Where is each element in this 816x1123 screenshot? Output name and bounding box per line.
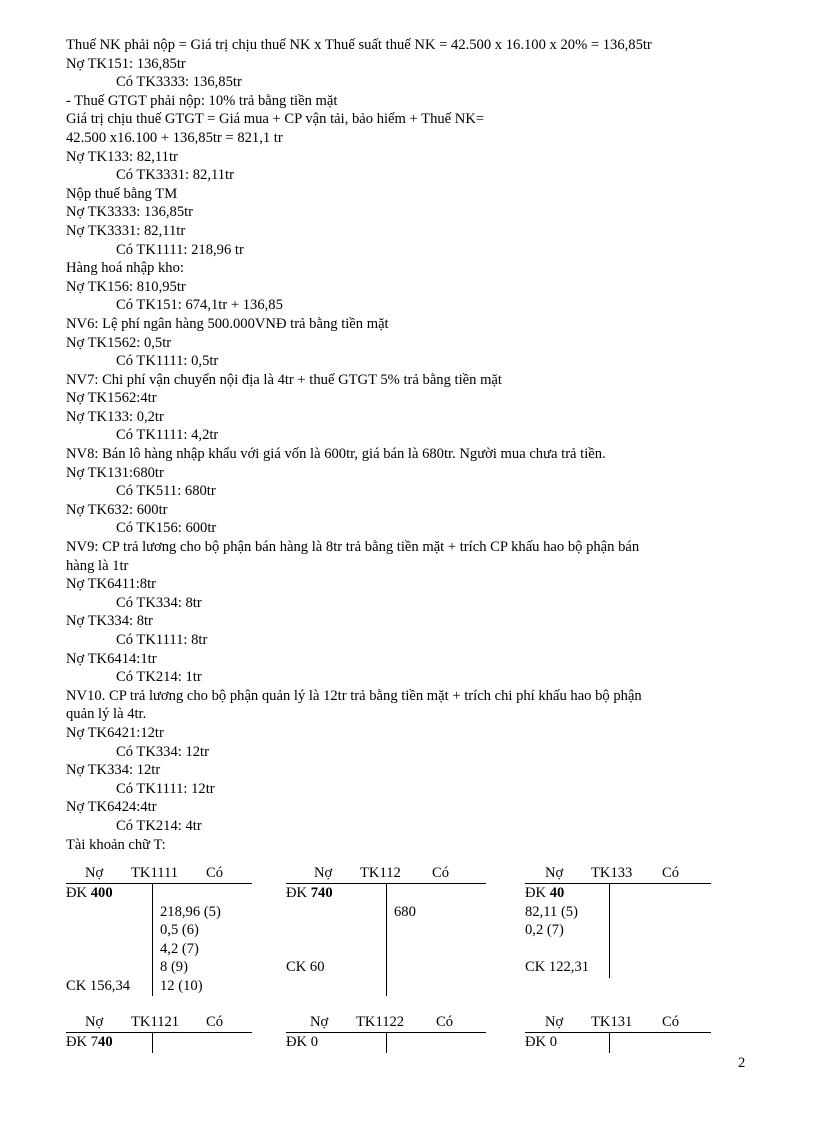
text-line: Nợ TK6411:8tr bbox=[66, 576, 157, 593]
account-name: TK1122 bbox=[356, 1014, 405, 1030]
journal-credit-line: Có TK214: 1tr bbox=[116, 669, 202, 686]
text-line: Nợ TK334: 12tr bbox=[66, 762, 161, 779]
text-line: Nợ TK1562: 0,5tr bbox=[66, 334, 172, 351]
text-line: Nợ TK3331: 82,11tr bbox=[66, 222, 186, 239]
t-divider bbox=[386, 1033, 387, 1053]
credit-entry: 0,5 (6) bbox=[160, 922, 199, 939]
text-line: Nợ TK131:680tr bbox=[66, 464, 164, 481]
journal-credit-line: Có TK3333: 136,85tr bbox=[116, 74, 242, 91]
credit-label: Có bbox=[662, 865, 680, 881]
text-line: Thuế NK phải nộp = Giá trị chịu thuế NK x Thuế suất thuế NK = 42.500 x 16.100 x 20% = 136,85tr bbox=[66, 37, 652, 53]
account-name: TK112 bbox=[360, 865, 401, 881]
credit-entry: 12 (10) bbox=[160, 978, 203, 994]
text-line: Giá trị chịu thuế GTGT = Giá mua + CP vận tải, bảo hiểm + Thuế NK= bbox=[66, 111, 485, 128]
text-line: Nợ TK6414:1tr bbox=[66, 650, 157, 667]
text-line: - Thuế GTGT phải nộp: 10% trả bằng tiền mặt bbox=[66, 92, 338, 109]
opening-balance: ĐK 0 bbox=[286, 1034, 319, 1050]
t-divider bbox=[609, 1033, 610, 1053]
account-name: TK1121 bbox=[131, 1014, 180, 1030]
text-line: NV7: Chi phí vận chuyển nội địa là 4tr + thuế GTGT 5% trả bằng tiền mặt bbox=[66, 371, 502, 388]
journal-credit-line: Có TK1111: 0,5tr bbox=[116, 353, 219, 370]
text-line: Nợ TK133: 82,11tr bbox=[66, 148, 178, 165]
credit-entry: 218,96 (5) bbox=[160, 903, 221, 920]
text-line: Nợ TK632: 600tr bbox=[66, 501, 168, 518]
page-number: 2 bbox=[738, 1055, 746, 1071]
debit-entry: 0,2 (7) bbox=[525, 922, 564, 939]
journal-credit-line: Có TK151: 674,1tr + 136,85 bbox=[116, 297, 283, 314]
opening-balance: ĐK 40 bbox=[525, 885, 565, 901]
text-line: hàng là 1tr bbox=[66, 557, 129, 574]
account-name: TK133 bbox=[591, 865, 633, 881]
debit-label: Nợ bbox=[310, 1014, 329, 1030]
text-line: Nợ TK3333: 136,85tr bbox=[66, 204, 194, 221]
journal-credit-line: Có TK334: 12tr bbox=[116, 743, 209, 760]
t-divider bbox=[386, 884, 387, 996]
t-account-tk133 bbox=[525, 865, 711, 978]
debit-label: Nợ bbox=[545, 1014, 564, 1030]
text-line: NV10. CP trả lương cho bộ phận quản lý là 12tr trả bằng tiền mặt + trích chi phí khấu hao bộ phận bbox=[66, 687, 642, 704]
text-line: Nợ TK133: 0,2tr bbox=[66, 408, 164, 425]
account-name: TK131 bbox=[591, 1014, 633, 1030]
text-line: NV8: Bán lô hàng nhập khẩu với giá vốn là 600tr, giá bán là 680tr. Người mua chưa trả tiền. bbox=[66, 446, 606, 463]
debit-label: Nợ bbox=[85, 865, 104, 881]
closing-balance: CK 122,31 bbox=[525, 959, 590, 976]
debit-label: Nợ bbox=[85, 1014, 104, 1030]
text-line: Nợ TK6421:12tr bbox=[66, 724, 164, 741]
credit-label: Có bbox=[432, 865, 450, 881]
opening-balance: ĐK 740 bbox=[286, 885, 333, 901]
text-line: Nợ TK1562:4tr bbox=[66, 390, 157, 407]
debit-label: Nợ bbox=[545, 865, 564, 881]
text-line: Nợ TK151: 136,85tr bbox=[66, 55, 186, 72]
credit-label: Có bbox=[206, 1014, 224, 1030]
credit-entry: 4,2 (7) bbox=[160, 940, 199, 957]
text-line: 42.500 x16.100 + 136,85tr = 821,1 tr bbox=[66, 129, 283, 146]
journal-credit-line: Có TK511: 680tr bbox=[116, 483, 216, 500]
credit-label: Có bbox=[206, 865, 224, 881]
journal-credit-line: Có TK3331: 82,11tr bbox=[116, 167, 234, 184]
t-divider bbox=[152, 1033, 153, 1053]
credit-entry: 680 bbox=[394, 903, 416, 920]
text-line: Nợ TK334: 8tr bbox=[66, 613, 153, 630]
journal-credit-line: Có TK334: 8tr bbox=[116, 594, 202, 611]
journal-credit-line: Có TK1111: 4,2tr bbox=[116, 427, 219, 444]
closing-balance: CK 156,34 bbox=[66, 978, 131, 994]
document-body bbox=[66, 36, 766, 854]
t-account-tk1111 bbox=[66, 865, 252, 996]
journal-credit-line: Có TK1111: 12tr bbox=[116, 780, 215, 797]
debit-entry: 82,11 (5) bbox=[525, 903, 578, 920]
journal-credit-line: Có TK214: 4tr bbox=[116, 817, 202, 834]
text-line: Hàng hoá nhập kho: bbox=[66, 260, 184, 277]
closing-balance: CK 60 bbox=[286, 959, 325, 976]
text-line: quản lý là 4tr. bbox=[66, 706, 147, 723]
journal-credit-line: Có TK156: 600tr bbox=[116, 520, 217, 537]
t-account-tk1121 bbox=[66, 1014, 252, 1053]
opening-balance: ĐK 0 bbox=[525, 1034, 558, 1050]
text-line: NV9: CP trả lương cho bộ phận bán hàng là 8tr trả bằng tiền mặt + trích CP khấu hao bộ phận bán bbox=[66, 539, 640, 556]
t-account-tk131 bbox=[525, 1014, 711, 1053]
credit-label: Có bbox=[436, 1014, 454, 1030]
account-name: TK1111 bbox=[131, 865, 179, 881]
text-line: Nộp thuế bằng TM bbox=[66, 185, 178, 202]
t-account-tk1122 bbox=[286, 1014, 486, 1053]
opening-balance: ĐK 400 bbox=[66, 885, 113, 901]
t-divider bbox=[609, 884, 610, 978]
t-account-tk112 bbox=[286, 865, 486, 996]
text-line: Tài khoản chữ T: bbox=[66, 836, 166, 853]
t-divider bbox=[152, 884, 153, 996]
text-line: NV6: Lệ phí ngân hàng 500.000VNĐ trả bằng tiền mặt bbox=[66, 315, 389, 332]
credit-entry: 8 (9) bbox=[160, 959, 188, 976]
journal-credit-line: Có TK1111: 218,96 tr bbox=[116, 241, 244, 258]
debit-label: Nợ bbox=[314, 865, 333, 881]
text-line: Nợ TK156: 810,95tr bbox=[66, 278, 186, 295]
text-line: Nợ TK6424:4tr bbox=[66, 799, 157, 816]
journal-credit-line: Có TK1111: 8tr bbox=[116, 632, 208, 648]
credit-label: Có bbox=[662, 1014, 680, 1030]
opening-balance: ĐK 740 bbox=[66, 1034, 113, 1050]
